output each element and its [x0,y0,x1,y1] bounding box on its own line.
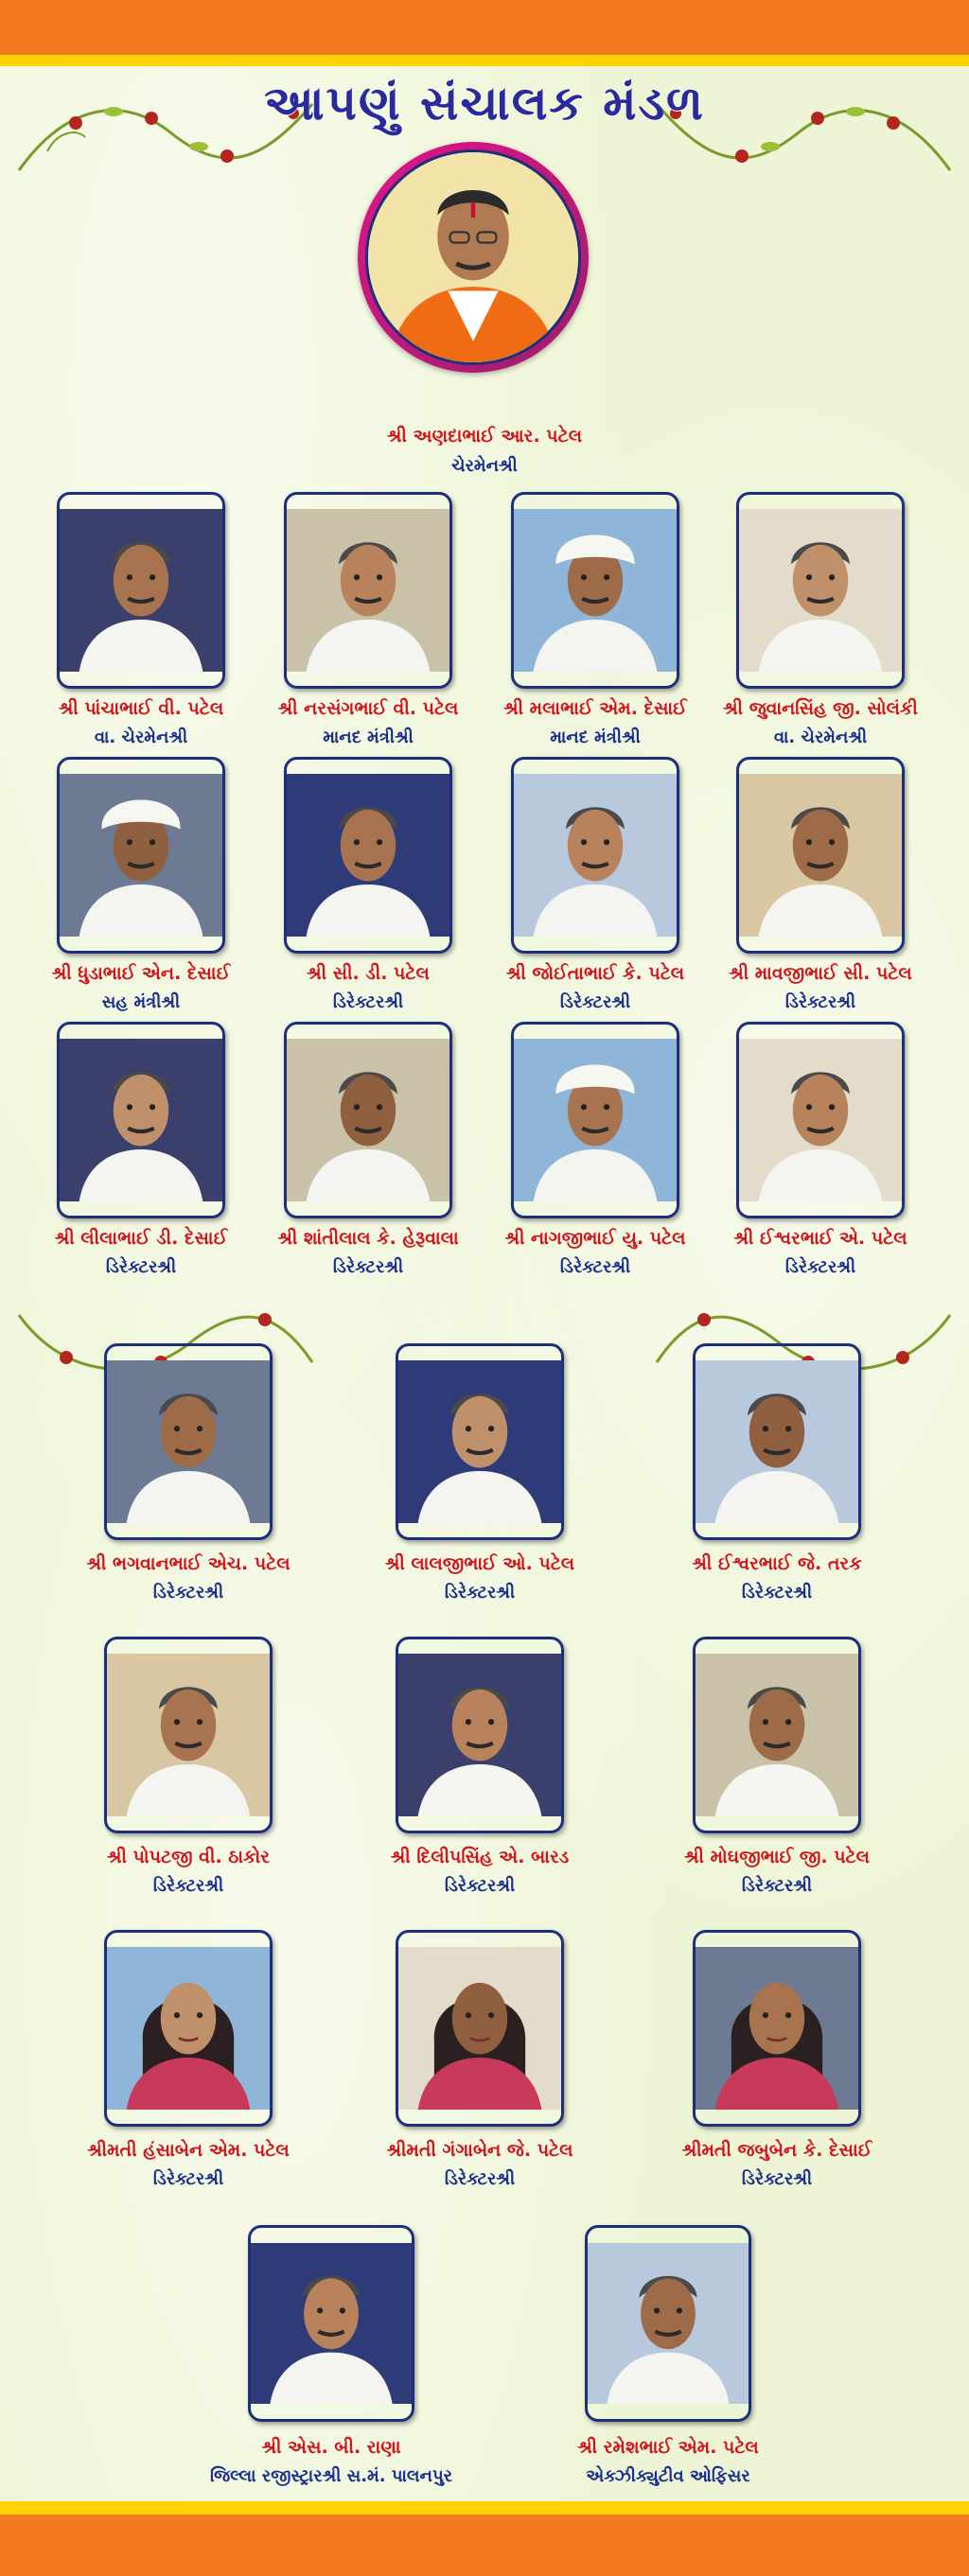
member-name: શ્રી નરસંગભાઈ વી. પટેલ [277,698,459,719]
member-role: માનદ મંત્રીશ્રી [323,727,414,747]
portrait-icon [739,495,902,686]
portrait-icon [696,1639,858,1831]
portrait-icon [287,760,449,951]
member-name: શ્રી મોઘજીભાઈ જી. પટેલ [684,1847,870,1867]
member-photo [57,1022,225,1218]
bottom-orange-band [0,2515,969,2576]
member-role: સહ મંત્રીશ્રી [101,992,181,1012]
portrait-icon [739,1025,902,1216]
portrait-icon [107,1346,270,1537]
portrait-icon [287,1025,449,1216]
member-name: શ્રી સી. ડી. પટેલ [307,963,430,984]
member-role: ડિરેક્ટરશ્રી [332,992,404,1012]
member-photo [396,1343,564,1540]
member-photo [104,1637,273,1833]
member-name: શ્રી ભગવાનભાઈ એચ. પટેલ [86,1553,291,1574]
member-role: ડિરેક્ટરશ્રી [741,1876,813,1896]
member-photo [736,757,905,954]
member-photo [284,492,452,689]
member-role: ડિરેક્ટરશ્રી [559,1257,631,1277]
member-role: ડિરેક્ટરશ્રી [332,1257,404,1277]
member-role: ડિરેક્ટરશ્રી [741,2169,813,2189]
member-role: જિલ્લા રજીસ્ટ્રારશ્રી સ.મં. પાલનપુર [210,2466,452,2486]
member-photo [57,757,225,954]
member-name: શ્રી પાંચાભાઈ વી. પટેલ [58,698,224,719]
chairman-photo-frame [358,142,589,373]
member-name: શ્રી ધુડાભાઈ એન. દેસાઈ [51,963,231,984]
member-photo [104,1343,273,1540]
member-role: માનદ મંત્રીશ્રી [550,727,641,747]
member-name: શ્રી નાગજીભાઈ યુ. પટેલ [504,1228,686,1249]
member-photo [693,1930,861,2127]
member-photo [104,1930,273,2127]
member-role: વા. ચેરમેનશ્રી [773,727,868,747]
member-name: શ્રી જુવાનસિંહ જી. સોલંકી [723,698,918,719]
member-role: ડિરેક્ટરશ્રી [741,1583,813,1603]
portrait-icon [60,1025,222,1216]
member-photo [57,492,225,689]
portrait-icon [398,1933,561,2124]
member-photo [396,1637,564,1833]
portrait-icon [251,2228,412,2419]
portrait-icon [60,760,222,951]
member-photo [511,492,679,689]
top-yellow-stripe [0,55,969,66]
member-role: ડિરેક્ટરશ્રી [784,1257,856,1277]
member-role: ડિરેક્ટરશ્રી [444,2169,516,2189]
member-name: શ્રી રમેશભાઈ એમ. પટેલ [577,2437,759,2458]
member-role: ડિરેક્ટરશ્રી [152,2169,224,2189]
chairman-role: ચેરમેનશ્રી [451,456,518,476]
member-name: શ્રી લીલાભાઈ ડી. દેસાઈ [54,1228,228,1249]
member-role: ડિરેક્ટરશ્રી [444,1583,516,1603]
member-name: શ્રી ઈશ્વરભાઈ એ. પટેલ [733,1228,907,1249]
member-name: શ્રી શાંતીલાલ કે. હેરૂવાલા [277,1228,459,1249]
portrait-icon [368,152,578,362]
member-role: વા. ચેરમેનશ્રી [94,727,188,747]
portrait-icon [696,1346,858,1537]
member-photo [736,492,905,689]
member-role: ડિરેક્ટરશ્રી [152,1583,224,1603]
portrait-icon [398,1639,561,1831]
member-name: શ્રી મલાભાઈ એમ. દેસાઈ [503,698,687,719]
portrait-icon [514,1025,677,1216]
member-role: ડિરેક્ટરશ્રી [784,992,856,1012]
member-name: શ્રી દિલીપસિંહ એ. બારડ [390,1847,570,1867]
member-role: એક્ઝીક્યુટીવ ઓફિસર [586,2466,750,2486]
portrait-icon [60,495,222,686]
chairman-name: શ્રી અણદાભાઈ આર. પટેલ [386,426,583,447]
portrait-icon [588,2228,749,2419]
member-role: ડિરેક્ટરશ્રી [444,1876,516,1896]
member-photo [693,1637,861,1833]
portrait-icon [739,760,902,951]
member-name: શ્રી પોપટજી વી. ઠાકોર [107,1847,270,1867]
member-photo [396,1930,564,2127]
member-name: શ્રીમતી જબુબેન કે. દેસાઈ [681,2140,872,2161]
member-name: શ્રીમતી ગંગાબેન જે. પટેલ [386,2140,573,2161]
member-role: ડિરેક્ટરશ્રી [105,1257,177,1277]
member-name: શ્રી ઈશ્વરભાઈ જે. તરક [692,1553,862,1574]
portrait-icon [696,1933,858,2124]
member-photo [511,1022,679,1218]
member-photo [248,2225,414,2422]
member-role: ડિરેક્ટરશ્રી [152,1876,224,1896]
member-name: શ્રી એસ. બી. રાણા [261,2437,401,2458]
member-photo [511,757,679,954]
portrait-icon [107,1933,270,2124]
portrait-icon [514,495,677,686]
chairman-photo [365,149,581,365]
member-photo [693,1343,861,1540]
top-orange-band [0,0,969,55]
member-name: શ્રીમતી હંસાબેન એમ. પટેલ [87,2140,290,2161]
bottom-yellow-stripe [0,2501,969,2515]
member-name: શ્રી જોઈતાભાઈ કે. પટેલ [505,963,685,984]
page-title: આપણું સંચાલક મંડળ [263,76,706,131]
member-photo [284,1022,452,1218]
member-photo [284,757,452,954]
portrait-icon [514,760,677,951]
member-photo [585,2225,751,2422]
portrait-icon [398,1346,561,1537]
member-name: શ્રી માવજીભાઈ સી. પટેલ [729,963,912,984]
portrait-icon [287,495,449,686]
member-photo [736,1022,905,1218]
portrait-icon [107,1639,270,1831]
member-role: ડિરેક્ટરશ્રી [559,992,631,1012]
member-name: શ્રી લાલજીભાઈ ઓ. પટેલ [384,1553,575,1574]
